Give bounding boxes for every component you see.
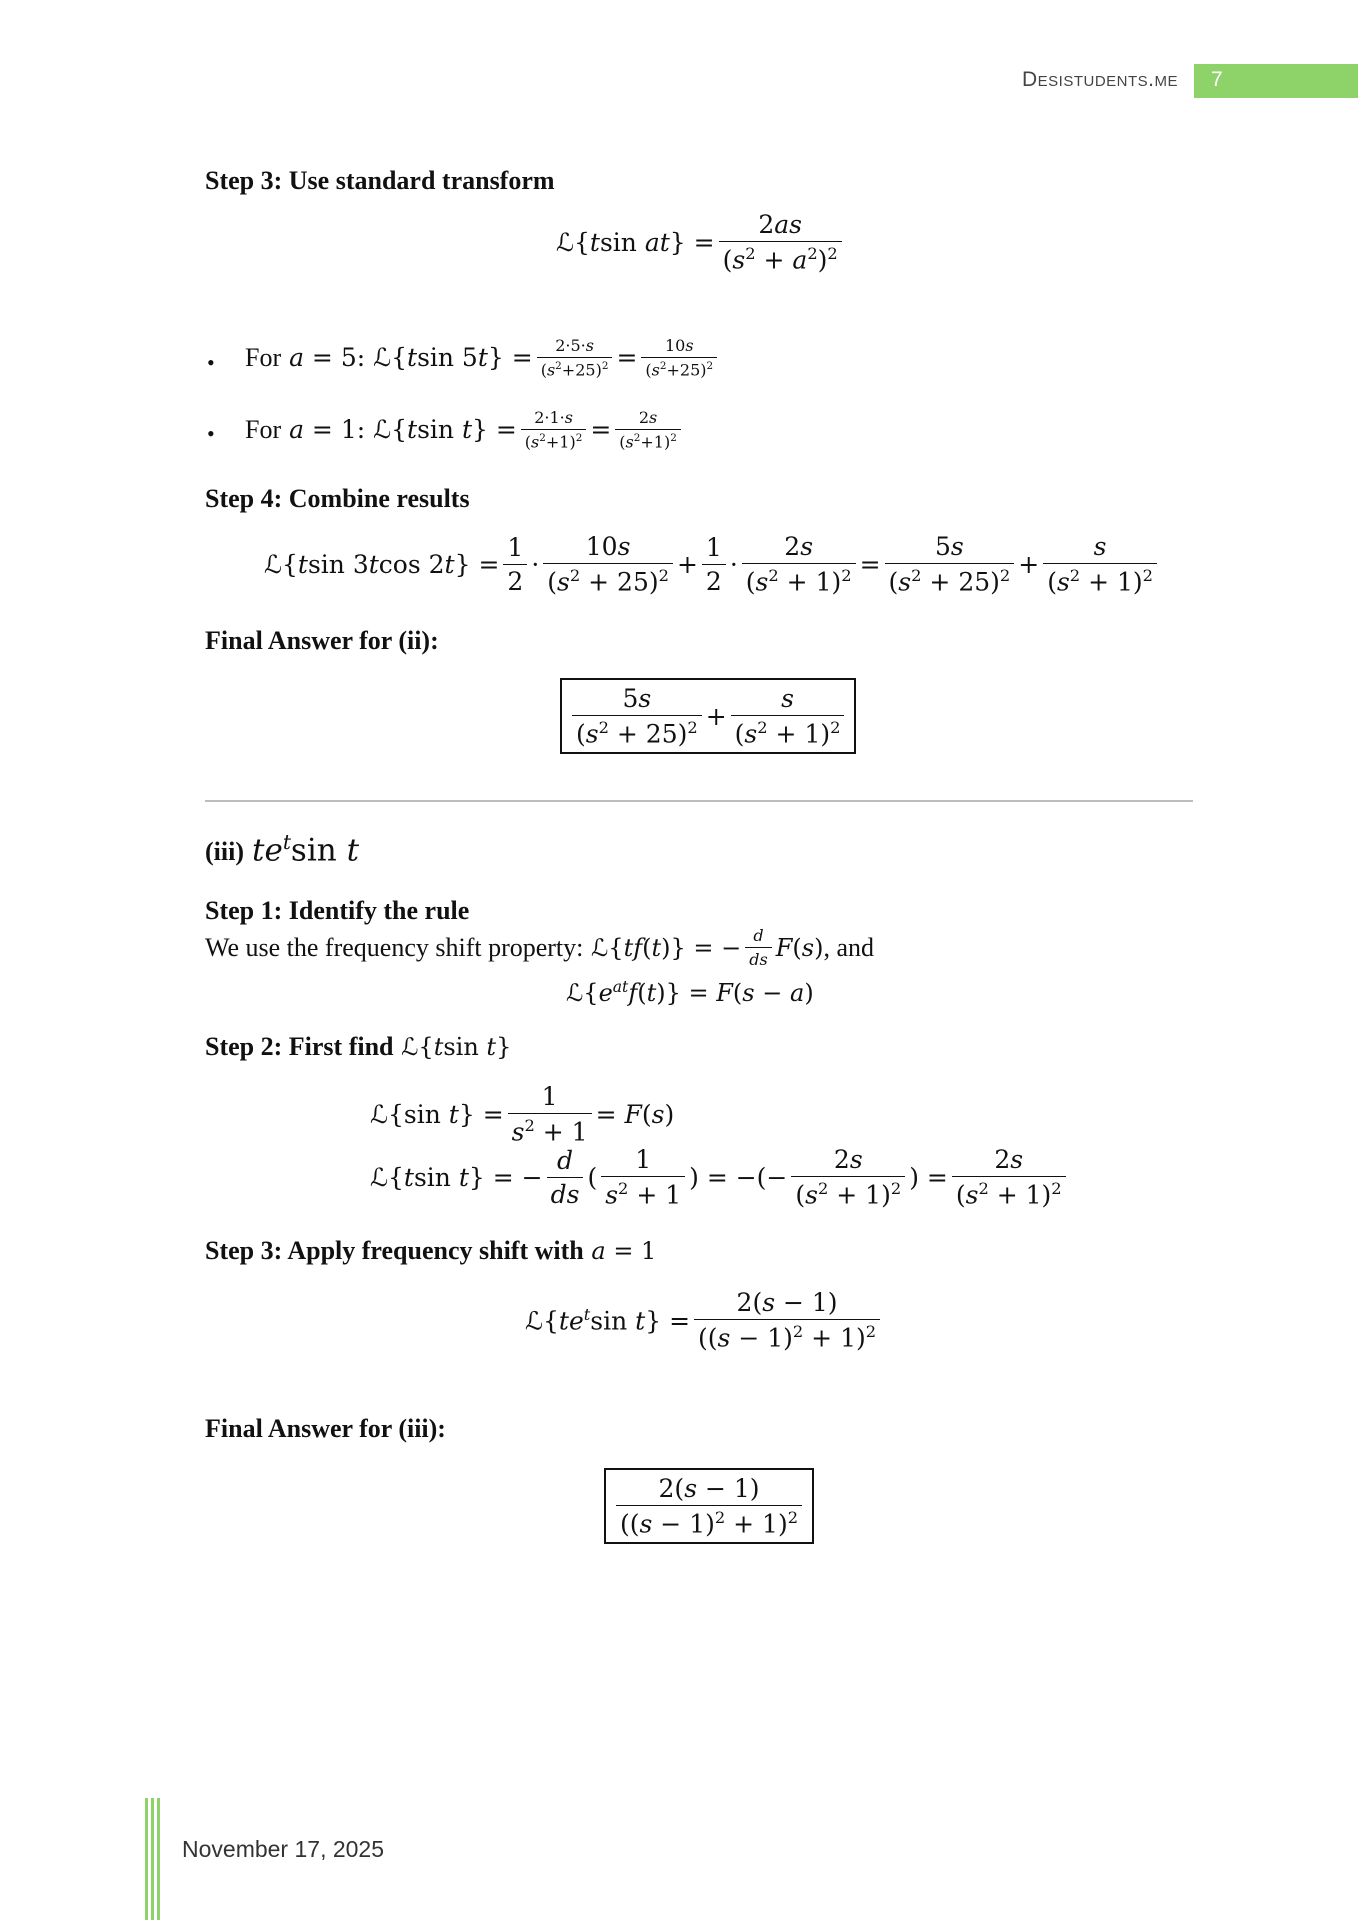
bullet-a5-prefix: For (245, 342, 282, 372)
page-number: 7 (1211, 68, 1223, 91)
header-site-name: Desistudents.me (1021, 68, 1178, 91)
frequency-shift-equation: $ℒ\{te^t\sin$ t} = $\frac{2(s - 1)}{((s - 1)^2 + 1)^2}$ (525, 1288, 884, 1352)
final-answer-ii-box: $\frac{5s}{(s^2 + 25)^2}$ + $\frac{s}{(s^2 + 1)^2}$ (560, 678, 856, 754)
section-iii-title: (iii) $te^t\sin$ t (205, 830, 360, 869)
iii-step2-heading-line: Step 2: First find ℒ{tsin t} (205, 1032, 512, 1061)
bullet-a1-prefix: For (245, 414, 282, 444)
iii-step1-heading: Step 1: Identify the rule (205, 896, 470, 925)
step4-heading: Step 4: Combine results (205, 484, 470, 513)
laplace-sin-t-equation: ℒ{sin t} = $\frac{1}{s^2 + 1}$ = F(s) (370, 1082, 675, 1147)
footer-accent-bars (145, 1798, 165, 1920)
bullet-a5-equation: For a = 5: ℒ{tsin 5t} = $\frac{2\cdot 5\cdot s}{(s^2+25)^2}$ = $\frac{10s}{(s^2+25)^2}$ (245, 336, 721, 379)
footer-date: November 17, 2025 (182, 1836, 385, 1862)
standard-transform-equation: ℒ{tsin at} = $\frac{2as}{(s^2 + a^2)^2}$ (556, 210, 846, 274)
laplace-t-sin-t-equation: ℒ{tsin t} = − $\frac{d}{ds}$ ( $\frac{1}{s^2 + 1}$ ) = −(− $\frac{2s}{(s^2 + 1)^2}$ ) = $\frac{2s}{(s^2 + 1)^2}$ (370, 1145, 1070, 1209)
shift-property-equation: $ℒ\{e^{at}f(t)\} = F(s - a)$ (566, 978, 814, 1007)
iii-step1-line: We use the frequency shift property: ℒ{tf(t)} = − $\frac{d}{ds}$ F(s) , and (205, 926, 874, 969)
final-answer-iii-box: $\frac{2(s - 1)}{((s - 1)^2 + 1)^2}$ (604, 1468, 814, 1544)
page-number-badge (1194, 64, 1358, 98)
section-divider (205, 800, 1193, 802)
iii-step2-heading: Step 2: First find (205, 1032, 394, 1061)
final-answer-ii-heading: Final Answer for (ii): (205, 626, 439, 655)
bullet-a1-equation: For a = 1: ℒ{tsin t} = $\frac{2\cdot 1\cdot s}{(s^2+1)^2}$ = $\frac{2s}{(s^2+1)^2}$ (245, 408, 685, 451)
bullet-dot-1: • (207, 350, 215, 375)
final-answer-iii-heading: Final Answer for (iii): (205, 1414, 446, 1443)
step3-heading: Step 3: Use standard transform (205, 166, 555, 195)
iii-step3-heading: Step 3: Apply frequency shift with (205, 1236, 584, 1265)
section-iii-label: (iii) (205, 837, 244, 867)
bullet-dot-2: • (207, 421, 215, 446)
iii-step1-and: , and (823, 932, 874, 962)
iii-step3-heading-line: Step 3: Apply frequency shift with a = 1 (205, 1236, 657, 1265)
combined-results-equation: ℒ{tsin 3tcos 2t} = $\frac{1}{2}$ · $\frac{10s}{(s^2 + 25)^2}$ + $\frac{1}{2}$ · $\frac{2s}{(s^2 + 1)^2}$ = $\frac{5s}{(s^2 + 25)^2}$ + $\frac{s}{(s^2 + 1)^2}$ (264, 532, 1161, 596)
iii-step1-text: We use the frequency shift property: (205, 932, 584, 962)
